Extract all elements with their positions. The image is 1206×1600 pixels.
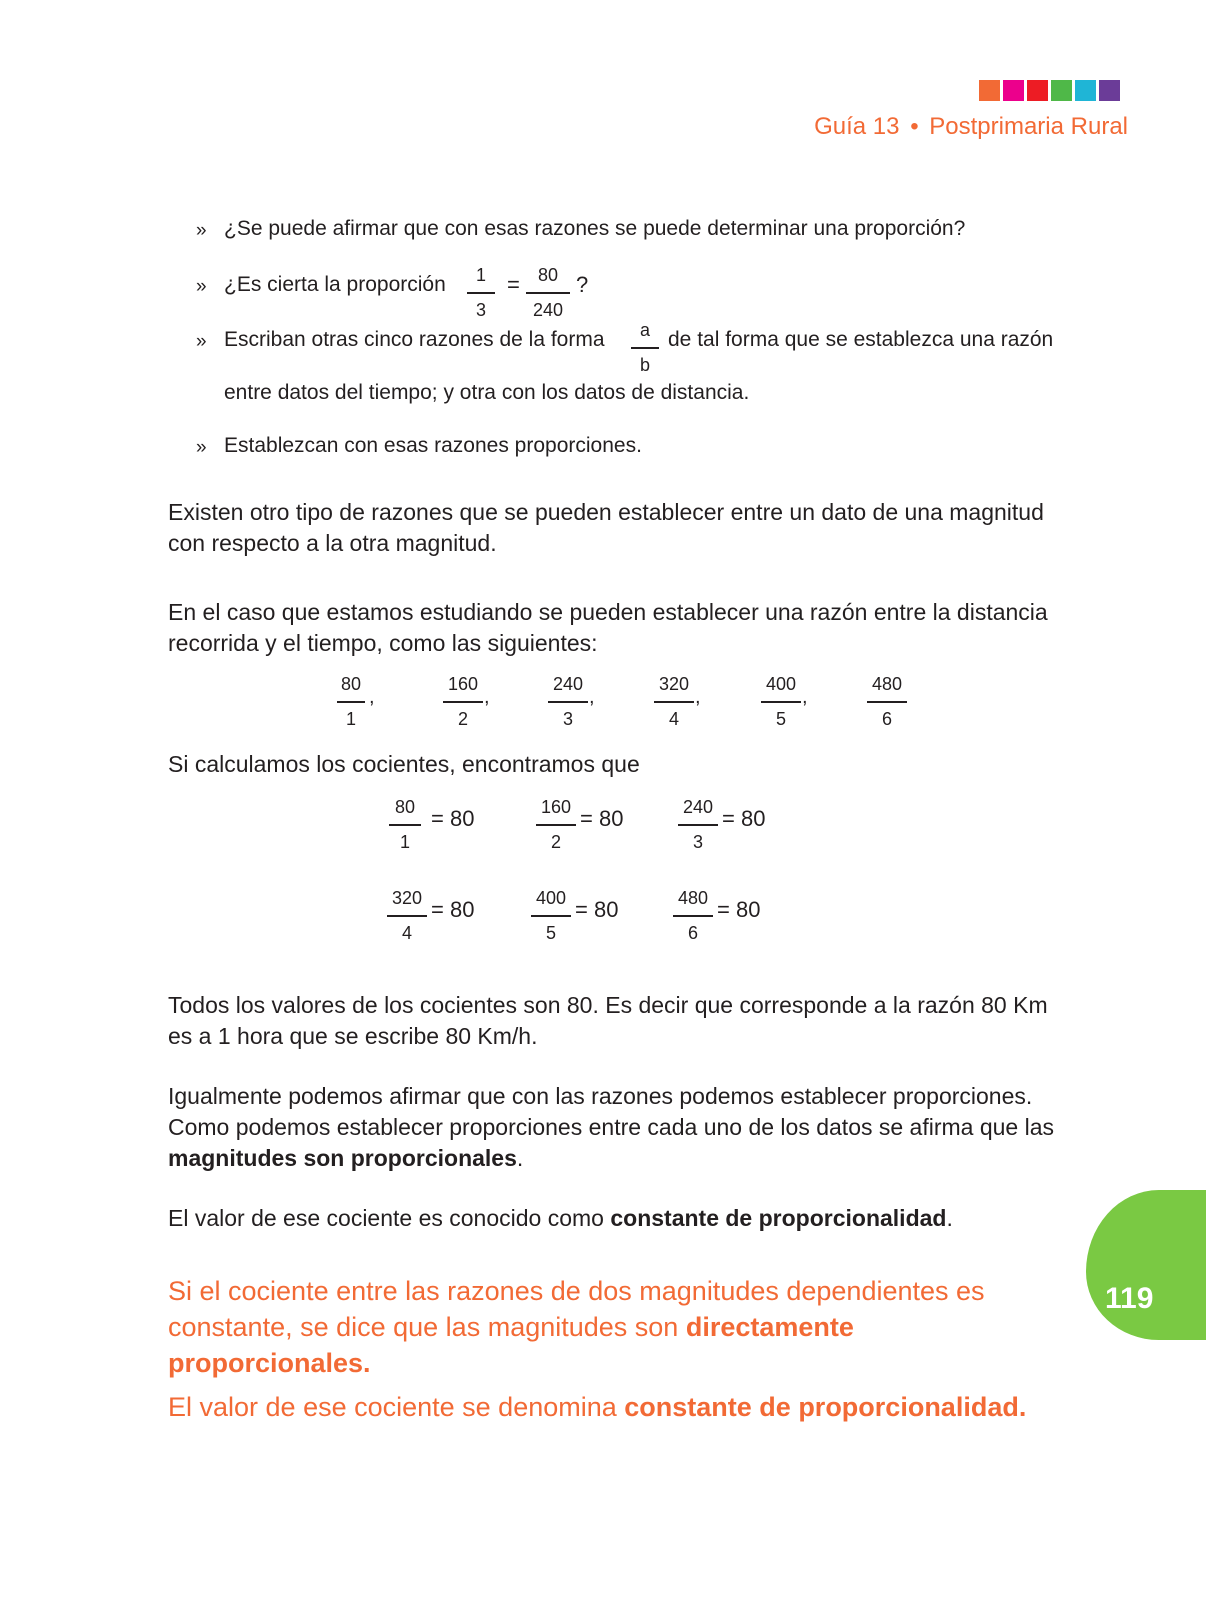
question-4: Establezcan con esas razones proporciones.: [224, 434, 642, 457]
definition-text: Si el cociente entre las razones de dos magnitudes dependientes es constante, se dice que las magnitudes son: [168, 1276, 985, 1342]
fraction-bar: [654, 701, 694, 703]
fraction-numerator: 160: [540, 797, 572, 817]
header-separator: •: [910, 113, 919, 140]
comma: ,: [589, 686, 595, 708]
bullet-icon: »: [196, 276, 207, 297]
color-swatches: [979, 80, 1120, 101]
paragraph-5: [168, 1203, 1078, 1234]
fraction: [526, 265, 570, 320]
definition-bold: directamente proporcionales.: [168, 1312, 854, 1378]
fraction: [467, 265, 495, 320]
fraction-denominator: 5: [775, 709, 786, 729]
color-swatch: [1051, 80, 1072, 101]
color-swatch: [1003, 80, 1024, 101]
fraction-bar: [536, 824, 576, 826]
fraction-numerator: 1: [475, 265, 486, 285]
ratio-fraction: [867, 674, 907, 729]
definition-highlight: [168, 1273, 988, 1381]
ratio-fraction: [337, 674, 365, 729]
ratio-fraction: [548, 674, 588, 729]
fraction-denominator: 1: [345, 709, 356, 729]
quotient-result: = 80: [431, 806, 475, 831]
fraction: [631, 320, 659, 375]
question-3-suffix: de tal forma que se establezca una razón: [668, 328, 1054, 351]
fraction-denominator: 4: [668, 709, 679, 729]
fraction-bar: [467, 292, 495, 294]
paragraph-4-text: Igualmente podemos afirmar que con las razones podemos establecer proporciones. Como podemos establecer proporciones entre cada uno de los datos se afirma que las: [168, 1083, 1055, 1140]
fraction-numerator: 480: [871, 674, 903, 694]
comma: ,: [695, 686, 701, 708]
fraction-numerator: 240: [682, 797, 714, 817]
paragraph-5-text: El valor de ese cociente es conocido como: [168, 1205, 611, 1231]
question-1: ¿Se puede afirmar que con esas razones se puede determinar una proporción?: [224, 217, 966, 240]
fraction-denominator: 2: [550, 832, 561, 852]
fraction-bar: [678, 824, 718, 826]
quotient-result: = 80: [722, 806, 766, 831]
paragraph-4-bold: magnitudes son proporcionales: [168, 1145, 517, 1171]
quotient-result: = 80: [717, 897, 761, 922]
fraction-numerator: 320: [391, 888, 423, 908]
equals-sign: =: [507, 272, 520, 297]
fraction-numerator: a: [639, 320, 650, 340]
quotient-result: = 80: [431, 897, 475, 922]
ratio-fraction: [443, 674, 483, 729]
bullet-icon: »: [196, 220, 207, 241]
comma: ,: [484, 686, 490, 708]
paragraph-3: Todos los valores de los cocientes son 80. Es decir que corresponde a la razón 80 Km es a 1 hora que se escribe 80 Km/h.: [168, 992, 1048, 1049]
fraction-numerator: 400: [765, 674, 797, 694]
fraction-denominator: 4: [401, 923, 412, 943]
fraction-bar: [526, 292, 570, 294]
header-title: [814, 113, 1128, 141]
guide-label: Guía 13: [814, 113, 900, 140]
comma: ,: [802, 686, 808, 708]
fraction-bar: [761, 701, 801, 703]
fraction-bar: [531, 915, 571, 917]
quotient-fraction: [673, 888, 713, 943]
quotient-fraction: [531, 888, 571, 943]
fraction-bar: [337, 701, 365, 703]
paragraph-1: Existen otro tipo de razones que se pueden establecer entre un dato de una magnitud con respecto a la otra magnitud.: [168, 499, 1044, 556]
quotient-fraction: [536, 797, 576, 852]
quotient-intro: Si calculamos los cocientes, encontramos que: [168, 751, 640, 777]
fraction-denominator: 2: [457, 709, 468, 729]
paragraph-4: [168, 1081, 1078, 1174]
color-swatch: [979, 80, 1000, 101]
fraction-numerator: 480: [677, 888, 709, 908]
quotient-result: = 80: [580, 806, 624, 831]
bullet-icon: »: [196, 437, 207, 458]
color-swatch: [1099, 80, 1120, 101]
fraction-denominator: 1: [399, 832, 410, 852]
fraction-denominator: 240: [532, 300, 564, 320]
fraction-numerator: 80: [394, 797, 416, 817]
ratio-fraction: [761, 674, 801, 729]
ratio-fraction: [654, 674, 694, 729]
page-number-tab: [1086, 1190, 1206, 1340]
question-mark: ?: [576, 272, 589, 297]
page-number: 119: [1105, 1282, 1154, 1315]
bullet-icon: »: [196, 331, 207, 352]
fraction-denominator: 3: [692, 832, 703, 852]
fraction-numerator: 80: [537, 265, 559, 285]
constant-bold: constante de proporcionalidad.: [624, 1392, 1027, 1422]
fraction-numerator: 320: [658, 674, 690, 694]
question-2-prefix: ¿Es cierta la proporción: [224, 273, 446, 296]
color-swatch: [1027, 80, 1048, 101]
question-3-line-2: entre datos del tiempo; y otra con los datos de distancia.: [224, 381, 750, 404]
constant-highlight: [168, 1389, 1068, 1425]
fraction-bar: [387, 915, 427, 917]
fraction-numerator: 400: [535, 888, 567, 908]
fraction-numerator: 240: [552, 674, 584, 694]
fraction-bar: [673, 915, 713, 917]
paragraph-5-bold: constante de proporcionalidad: [610, 1205, 947, 1231]
fraction-denominator: 5: [545, 923, 556, 943]
fraction-denominator: 3: [475, 300, 486, 320]
fraction-numerator: 160: [447, 674, 479, 694]
color-swatch: [1075, 80, 1096, 101]
question-3-prefix: Escriban otras cinco razones de la forma: [224, 328, 605, 351]
paragraph-2: En el caso que estamos estudiando se pueden establecer una razón entre la distancia recorrida y el tiempo, como las siguientes:: [168, 599, 1048, 656]
fraction-bar: [389, 824, 421, 826]
fraction-denominator: 6: [881, 709, 892, 729]
quotient-result: = 80: [575, 897, 619, 922]
quotient-fraction: [387, 888, 427, 943]
fraction-bar: [631, 347, 659, 349]
paragraph-5-end: .: [946, 1205, 953, 1231]
fraction-denominator: b: [639, 355, 650, 375]
fraction-bar: [443, 701, 483, 703]
constant-text: El valor de ese cociente se denomina: [168, 1392, 625, 1422]
fraction-bar: [548, 701, 588, 703]
fraction-denominator: 3: [562, 709, 573, 729]
quotient-fraction: [678, 797, 718, 852]
comma: ,: [369, 686, 375, 708]
program-label: Postprimaria Rural: [929, 113, 1128, 140]
fraction-numerator: 80: [340, 674, 362, 694]
paragraph-4-end: .: [516, 1145, 524, 1171]
quotient-fraction: [389, 797, 421, 852]
fraction-denominator: 6: [687, 923, 698, 943]
fraction-bar: [867, 701, 907, 703]
